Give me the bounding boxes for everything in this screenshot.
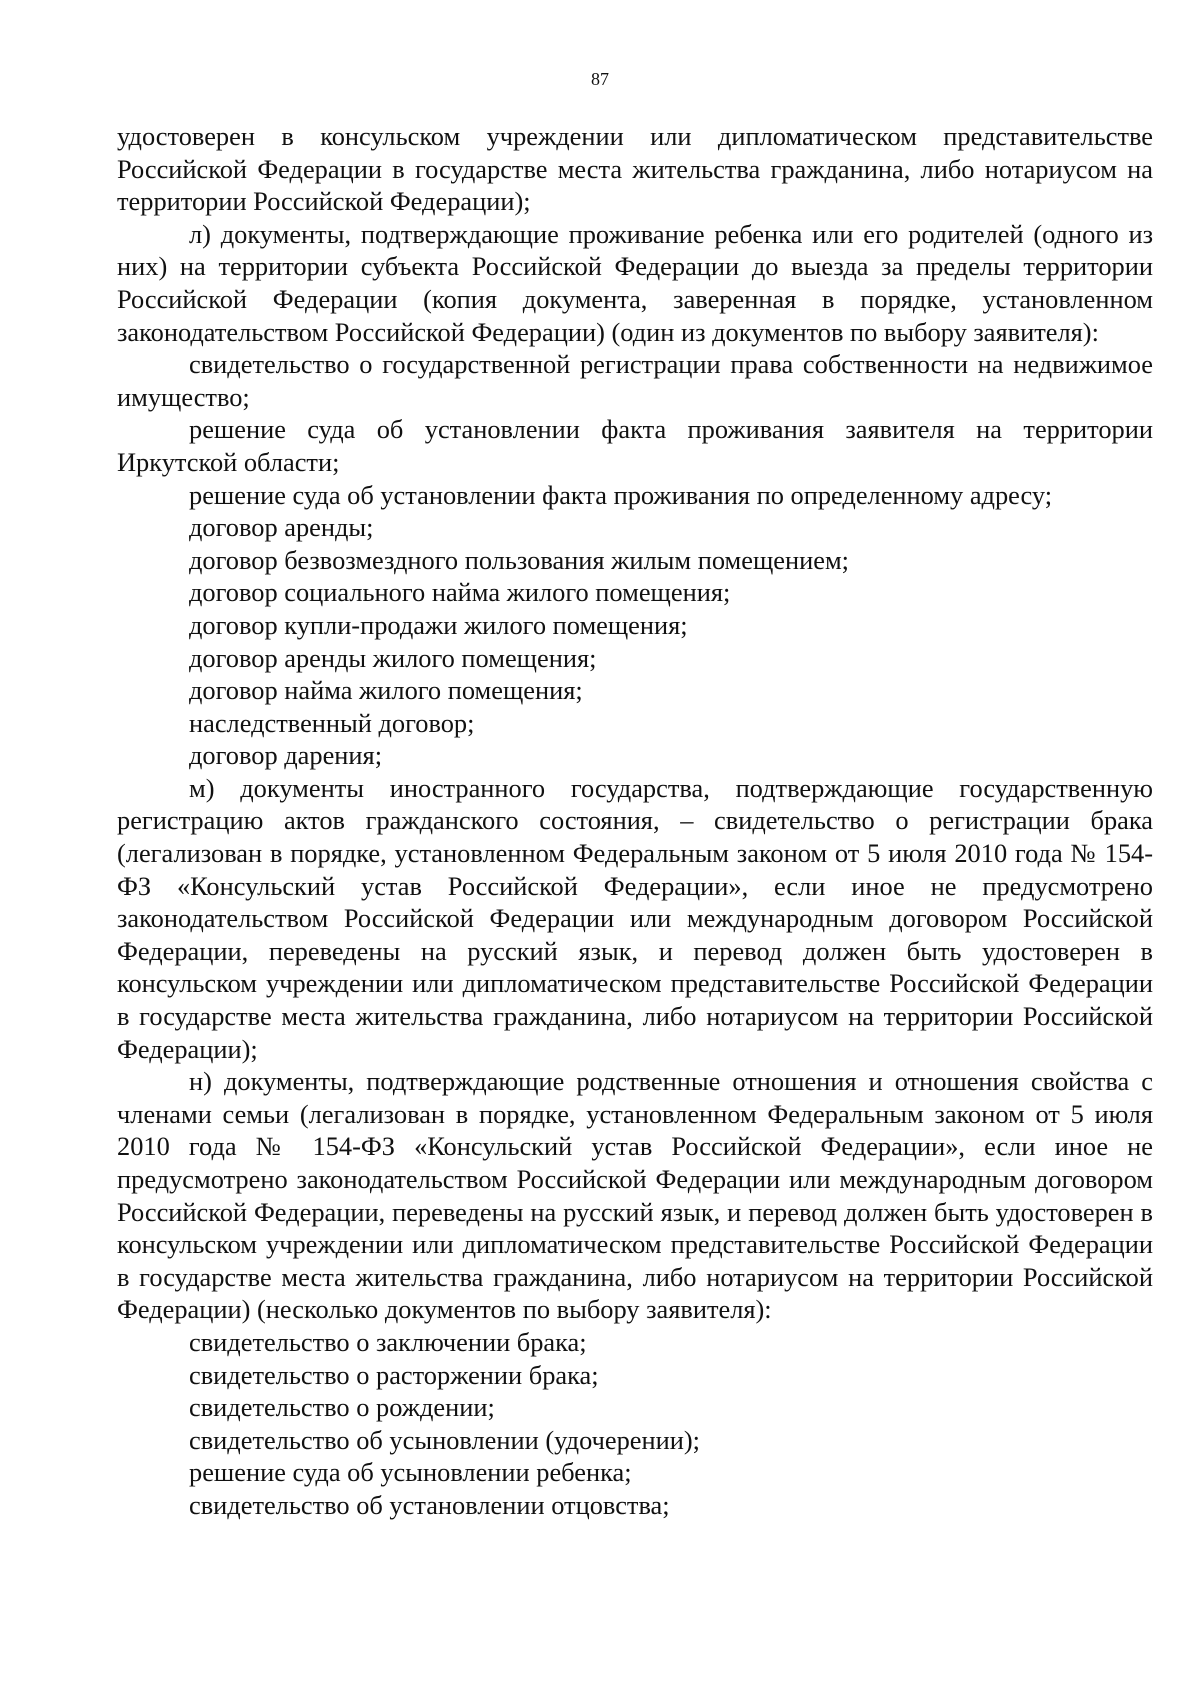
list-item: решение суда об усыновлении ребенка; (189, 1457, 632, 1488)
list-item: свидетельство о расторжении брака; (189, 1359, 599, 1390)
list-item: свидетельство о заключении брака; (189, 1326, 587, 1357)
list-item: свидетельство о государственной регистрации права собственности на недвижимое имущество; (117, 349, 1153, 412)
list-item: договор безвозмездного пользования жилым помещением; (189, 544, 849, 575)
paragraph-item-m: м) документы иностранного государства, подтверждающие государственную регистрацию актов гражданского состояния, – свидетельство о регистрации брака (легализован в порядке, установленном Федеральным законом от 5 июля 2010 года № 154-ФЗ «Консульский устав Российской Федерации», если иное не предусмотрено законодательством Российской Федерации или международным договором Российской Федерации, переведены на русский язык, и перевод должен быть удостоверен в консульском учреждении или дипломатическом представительстве Российской Федерации в государстве места жительства гражданина, либо нотариусом на территории Российской Федерации); (117, 772, 1153, 1064)
paragraph-item-n: н) документы, подтверждающие родственные отношения и отношения свойства с членами семьи (легализован в порядке, установленном Федеральным законом от 5 июля 2010 года № 154-ФЗ «Консульский устав Российской Федерации», если иное не предусмотрено законодательством Российской Федерации или международным договором Российской Федерации, переведены на русский язык, и перевод должен быть удостоверен в консульском учреждении или дипломатическом представительстве Российской Федерации в государстве места жительства гражданина, либо нотариусом на территории Российской Федерации) (несколько документов по выбору заявителя): (117, 1066, 1153, 1325)
list-item: решение суда об установлении факта проживания по определенному адресу; (189, 479, 1053, 510)
list-item: свидетельство о рождении; (189, 1392, 495, 1423)
list-item: свидетельство об усыновлении (удочерении); (189, 1424, 700, 1455)
list-item: договор купли-продажи жилого помещения; (189, 609, 688, 640)
paragraph: удостоверен в консульском учреждении или дипломатическом представительстве Российской Федерации в государстве места жительства гражданина, либо нотариусом на территории Российской Федерации); (117, 121, 1153, 217)
list-item: договор аренды жилого помещения; (189, 642, 597, 673)
list-item: договор аренды; (189, 512, 374, 543)
list-item: наследственный договор; (189, 707, 475, 738)
list-item: свидетельство об установлении отцовства; (189, 1489, 670, 1520)
document-body (117, 120, 1153, 1522)
paragraph-item-l: л) документы, подтверждающие проживание ребенка или его родителей (одного из них) на территории субъекта Российской Федерации до выезда за пределы территории Российской Федерации (копия документа, заверенная в порядке, установленном законодательством Российской Федерации) (один из документов по выбору заявителя): (117, 218, 1153, 347)
list-item: договор дарения; (189, 740, 383, 771)
page-number: 87 (591, 69, 609, 89)
list-item: решение суда об установлении факта проживания заявителя на территории Иркутской области; (117, 414, 1153, 477)
list-item: договор социального найма жилого помещения; (189, 577, 731, 608)
list-item: договор найма жилого помещения; (189, 675, 583, 706)
